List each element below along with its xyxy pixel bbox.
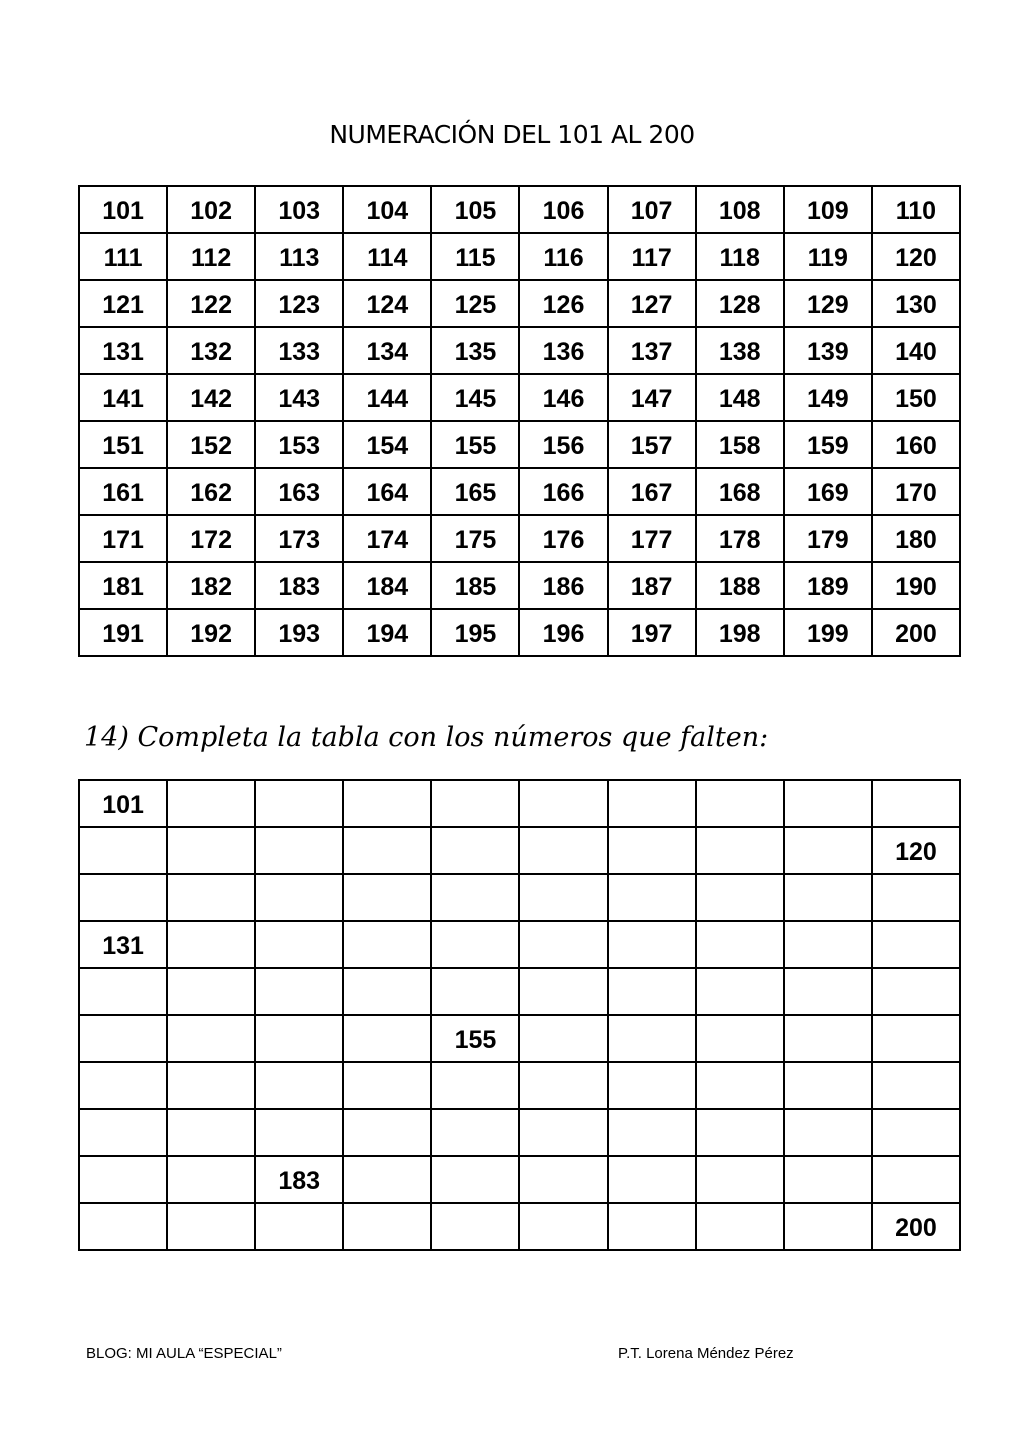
answer-cell[interactable] [519, 1015, 607, 1062]
answer-cell[interactable] [696, 1156, 784, 1203]
table-row [79, 1062, 960, 1109]
number-cell: 107 [608, 186, 696, 233]
table-row [79, 968, 960, 1015]
answer-cell[interactable] [343, 1109, 431, 1156]
number-cell: 130 [872, 280, 960, 327]
number-cell: 186 [519, 562, 607, 609]
number-cell: 196 [519, 609, 607, 656]
number-cell: 134 [343, 327, 431, 374]
answer-cell[interactable] [167, 780, 255, 827]
number-cell: 185 [431, 562, 519, 609]
answer-cell[interactable] [167, 921, 255, 968]
number-cell: 141 [79, 374, 167, 421]
answer-cell[interactable] [343, 874, 431, 921]
number-cell: 190 [872, 562, 960, 609]
table-row [79, 327, 960, 374]
number-table-101-200 [78, 185, 961, 657]
number-cell: 103 [255, 186, 343, 233]
answer-cell[interactable] [608, 921, 696, 968]
number-cell: 121 [79, 280, 167, 327]
number-cell: 162 [167, 468, 255, 515]
number-cell: 195 [431, 609, 519, 656]
answer-cell[interactable] [255, 1203, 343, 1250]
answer-cell[interactable] [167, 1062, 255, 1109]
answer-cell[interactable] [431, 874, 519, 921]
number-cell: 175 [431, 515, 519, 562]
answer-cell[interactable] [255, 1015, 343, 1062]
answer-cell[interactable] [519, 780, 607, 827]
answer-cell[interactable] [608, 1203, 696, 1250]
answer-cell[interactable] [696, 1015, 784, 1062]
table-row [79, 1109, 960, 1156]
answer-cell[interactable] [79, 1015, 167, 1062]
number-cell: 101 [79, 186, 167, 233]
number-cell: 112 [167, 233, 255, 280]
number-cell: 158 [696, 421, 784, 468]
number-cell: 171 [79, 515, 167, 562]
number-cell: 173 [255, 515, 343, 562]
table-row [79, 562, 960, 609]
answer-cell: 155 [431, 1015, 519, 1062]
number-cell: 104 [343, 186, 431, 233]
table-row [79, 468, 960, 515]
exercise-table [78, 779, 961, 1251]
answer-cell[interactable] [167, 874, 255, 921]
answer-cell[interactable] [519, 1203, 607, 1250]
answer-cell[interactable] [255, 1062, 343, 1109]
answer-cell[interactable] [784, 1156, 872, 1203]
number-cell: 120 [872, 233, 960, 280]
number-cell: 136 [519, 327, 607, 374]
number-cell: 111 [79, 233, 167, 280]
answer-cell[interactable] [167, 1203, 255, 1250]
number-cell: 156 [519, 421, 607, 468]
answer-cell[interactable] [784, 827, 872, 874]
number-cell: 194 [343, 609, 431, 656]
table-row [79, 1203, 960, 1250]
number-cell: 153 [255, 421, 343, 468]
number-cell: 109 [784, 186, 872, 233]
answer-cell[interactable] [872, 1109, 960, 1156]
answer-cell[interactable] [872, 1156, 960, 1203]
number-cell: 150 [872, 374, 960, 421]
number-cell: 177 [608, 515, 696, 562]
number-cell: 122 [167, 280, 255, 327]
answer-cell[interactable] [784, 921, 872, 968]
number-cell: 146 [519, 374, 607, 421]
answer-cell: 101 [79, 780, 167, 827]
answer-cell[interactable] [519, 921, 607, 968]
answer-cell[interactable] [255, 874, 343, 921]
answer-cell[interactable] [255, 968, 343, 1015]
answer-cell[interactable] [519, 827, 607, 874]
number-cell: 148 [696, 374, 784, 421]
answer-cell[interactable] [431, 1109, 519, 1156]
answer-cell[interactable] [79, 968, 167, 1015]
number-cell: 193 [255, 609, 343, 656]
number-cell: 192 [167, 609, 255, 656]
number-cell: 174 [343, 515, 431, 562]
table-row [79, 374, 960, 421]
number-cell: 163 [255, 468, 343, 515]
answer-cell[interactable] [608, 1062, 696, 1109]
number-cell: 115 [431, 233, 519, 280]
answer-cell[interactable] [167, 968, 255, 1015]
answer-cell[interactable] [608, 968, 696, 1015]
answer-cell[interactable] [872, 1062, 960, 1109]
table-row [79, 780, 960, 827]
number-cell: 123 [255, 280, 343, 327]
number-cell: 161 [79, 468, 167, 515]
answer-cell[interactable] [872, 874, 960, 921]
answer-cell[interactable] [167, 1156, 255, 1203]
table-row [79, 280, 960, 327]
number-cell: 191 [79, 609, 167, 656]
table-row [79, 921, 960, 968]
answer-cell[interactable] [784, 968, 872, 1015]
answer-cell[interactable] [255, 1109, 343, 1156]
number-cell: 176 [519, 515, 607, 562]
answer-cell[interactable] [519, 968, 607, 1015]
number-cell: 128 [696, 280, 784, 327]
answer-cell[interactable] [696, 921, 784, 968]
answer-cell[interactable] [79, 874, 167, 921]
number-cell: 169 [784, 468, 872, 515]
number-cell: 197 [608, 609, 696, 656]
number-cell: 133 [255, 327, 343, 374]
answer-cell[interactable] [784, 1109, 872, 1156]
number-cell: 132 [167, 327, 255, 374]
number-cell: 127 [608, 280, 696, 327]
number-cell: 167 [608, 468, 696, 515]
number-cell: 102 [167, 186, 255, 233]
answer-cell[interactable] [608, 1156, 696, 1203]
answer-cell: 120 [872, 827, 960, 874]
footer-blog: BLOG: MI AULA “ESPECIAL” [86, 1345, 282, 1362]
number-cell: 131 [79, 327, 167, 374]
answer-cell[interactable] [255, 827, 343, 874]
number-cell: 200 [872, 609, 960, 656]
answer-cell[interactable] [343, 827, 431, 874]
answer-cell[interactable] [255, 780, 343, 827]
answer-cell[interactable] [696, 827, 784, 874]
answer-cell[interactable] [696, 968, 784, 1015]
answer-cell[interactable] [79, 1109, 167, 1156]
number-cell: 110 [872, 186, 960, 233]
number-cell: 159 [784, 421, 872, 468]
answer-cell[interactable] [784, 874, 872, 921]
answer-cell[interactable] [431, 1062, 519, 1109]
answer-cell[interactable] [696, 1062, 784, 1109]
number-cell: 160 [872, 421, 960, 468]
answer-cell[interactable] [343, 1062, 431, 1109]
answer-cell: 183 [255, 1156, 343, 1203]
answer-cell[interactable] [167, 1109, 255, 1156]
number-cell: 147 [608, 374, 696, 421]
number-cell: 129 [784, 280, 872, 327]
number-cell: 145 [431, 374, 519, 421]
answer-cell[interactable] [431, 921, 519, 968]
answer-cell[interactable] [343, 921, 431, 968]
answer-cell[interactable] [343, 1015, 431, 1062]
answer-cell: 200 [872, 1203, 960, 1250]
number-cell: 157 [608, 421, 696, 468]
number-cell: 172 [167, 515, 255, 562]
number-cell: 119 [784, 233, 872, 280]
number-cell: 189 [784, 562, 872, 609]
answer-cell[interactable] [167, 1015, 255, 1062]
number-cell: 180 [872, 515, 960, 562]
number-cell: 140 [872, 327, 960, 374]
page-title: NUMERACIÓN DEL 101 AL 200 [329, 120, 695, 149]
answer-cell[interactable] [519, 1062, 607, 1109]
table-row [79, 515, 960, 562]
answer-cell[interactable] [608, 780, 696, 827]
number-cell: 114 [343, 233, 431, 280]
answer-cell[interactable] [696, 874, 784, 921]
number-cell: 105 [431, 186, 519, 233]
answer-cell[interactable] [696, 1203, 784, 1250]
number-cell: 183 [255, 562, 343, 609]
answer-cell[interactable] [784, 1062, 872, 1109]
table-row [79, 186, 960, 233]
answer-cell[interactable] [872, 780, 960, 827]
number-cell: 188 [696, 562, 784, 609]
answer-cell[interactable] [343, 1203, 431, 1250]
number-cell: 178 [696, 515, 784, 562]
exercise-instruction: 14) Completa la tabla con los números que falten: [84, 722, 769, 753]
number-cell: 106 [519, 186, 607, 233]
table-row [79, 1156, 960, 1203]
answer-cell[interactable] [343, 780, 431, 827]
number-cell: 170 [872, 468, 960, 515]
answer-cell[interactable] [79, 1203, 167, 1250]
number-cell: 166 [519, 468, 607, 515]
number-cell: 179 [784, 515, 872, 562]
answer-cell[interactable] [784, 1015, 872, 1062]
number-cell: 155 [431, 421, 519, 468]
number-cell: 198 [696, 609, 784, 656]
answer-cell[interactable] [431, 780, 519, 827]
number-cell: 182 [167, 562, 255, 609]
number-cell: 116 [519, 233, 607, 280]
footer-author: P.T. Lorena Méndez Pérez [618, 1345, 794, 1362]
answer-cell[interactable] [343, 1156, 431, 1203]
number-cell: 149 [784, 374, 872, 421]
number-cell: 108 [696, 186, 784, 233]
answer-cell[interactable] [519, 1109, 607, 1156]
answer-cell[interactable] [431, 827, 519, 874]
number-cell: 124 [343, 280, 431, 327]
number-cell: 135 [431, 327, 519, 374]
number-cell: 144 [343, 374, 431, 421]
number-cell: 168 [696, 468, 784, 515]
answer-cell[interactable] [608, 1015, 696, 1062]
answer-cell[interactable] [696, 1109, 784, 1156]
table-row [79, 827, 960, 874]
number-cell: 139 [784, 327, 872, 374]
number-cell: 143 [255, 374, 343, 421]
table-row [79, 421, 960, 468]
number-cell: 113 [255, 233, 343, 280]
table-row [79, 233, 960, 280]
number-cell: 181 [79, 562, 167, 609]
table-row [79, 874, 960, 921]
answer-cell[interactable] [696, 780, 784, 827]
number-cell: 142 [167, 374, 255, 421]
number-cell: 151 [79, 421, 167, 468]
number-cell: 126 [519, 280, 607, 327]
number-cell: 184 [343, 562, 431, 609]
number-cell: 164 [343, 468, 431, 515]
number-cell: 138 [696, 327, 784, 374]
answer-cell[interactable] [872, 968, 960, 1015]
answer-cell[interactable] [79, 1156, 167, 1203]
answer-cell[interactable] [608, 827, 696, 874]
answer-cell[interactable] [784, 1203, 872, 1250]
answer-cell[interactable] [167, 827, 255, 874]
number-cell: 187 [608, 562, 696, 609]
number-cell: 117 [608, 233, 696, 280]
number-cell: 118 [696, 233, 784, 280]
answer-cell[interactable] [519, 874, 607, 921]
answer-cell[interactable] [79, 827, 167, 874]
answer-cell[interactable] [519, 1156, 607, 1203]
number-cell: 154 [343, 421, 431, 468]
answer-cell[interactable] [431, 968, 519, 1015]
number-cell: 152 [167, 421, 255, 468]
answer-cell[interactable] [431, 1156, 519, 1203]
answer-cell[interactable] [255, 921, 343, 968]
answer-cell[interactable] [784, 780, 872, 827]
answer-cell[interactable] [872, 1015, 960, 1062]
answer-cell[interactable] [79, 1062, 167, 1109]
number-cell: 137 [608, 327, 696, 374]
answer-cell[interactable] [608, 874, 696, 921]
answer-cell[interactable] [343, 968, 431, 1015]
number-cell: 165 [431, 468, 519, 515]
number-cell: 199 [784, 609, 872, 656]
answer-cell[interactable] [608, 1109, 696, 1156]
table-row [79, 1015, 960, 1062]
answer-cell[interactable] [431, 1203, 519, 1250]
answer-cell[interactable] [872, 921, 960, 968]
table-row [79, 609, 960, 656]
number-cell: 125 [431, 280, 519, 327]
answer-cell: 131 [79, 921, 167, 968]
